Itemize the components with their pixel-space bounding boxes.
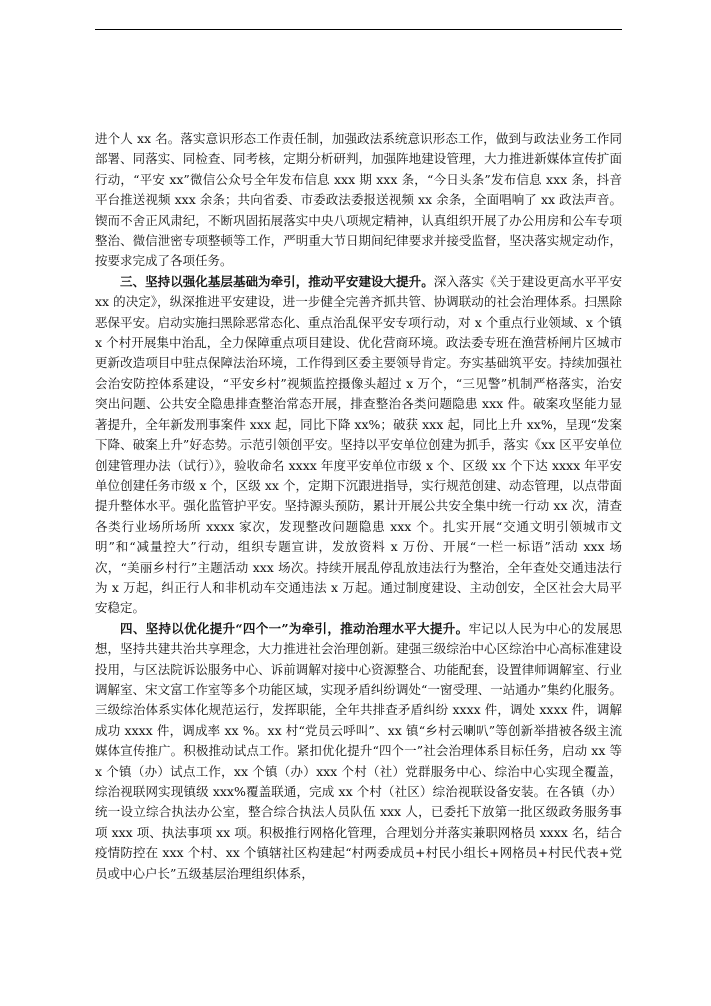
paragraph-text: 进个人 xx 名。落实意识形态工作责任制，加强政法系统意识形态工作，做到与政法业务工作同部署、同落实、同检查、同考核，定期分析研判，加强阵地建设管理，大力推进新媒体宣传扩面行动，“平安 xx”微信公众号全年发布信息 xxx 期 xxx 条，“今日头条”发布信息 xxx 条，抖音平台推送视频 xxx 余条；共向省委、市委政法委报送视频 xx 余条，全面唱响了 xx 政法声音。锲而不舍正风肃纪，不断巩固拓展落实中央八项规定精神，认真组织开展了办公用房和公车专项整治、微信泄密专项整顿等工作，严明重大节日期间纪律要求并接受监督，坚决落实规定动作，按要求完成了各项任务。: [95, 131, 622, 269]
document-body: [95, 129, 622, 884]
section-heading: 三、坚持以强化基层基础为牵引，推动平安建设大提升。: [120, 273, 434, 289]
paragraph-section-four: [95, 619, 622, 884]
section-heading: 四、坚持以优化提升“四个一”为牵引，推动治理水平大提升。: [120, 620, 469, 636]
header-rule: [95, 29, 622, 30]
paragraph-continuation: [95, 129, 622, 272]
paragraph-text: 深入落实《关于建设更高水平平安 xx 的决定》，纵深推进平安建设，进一步健全完善齐抓共管、协调联动的社会治理体系。扫黑除恶保平安。启动实施扫黑除恶常态化、重点治乱保平安专项行动，对 x 个重点行业领域、x 个镇 x 个村开展集中治乱，全力保障重点项目建设、优化营商环境。政法委专班在渔营桥闸片区城市更新改造项目中驻点保障法治环境，工作得到区委主要领导肯定。夯实基础筑平安。持续加强社会治安防控体系建设，“平安乡村”视频监控摄像头超过 x 万个，“三见警”机制严格落实，治安突出问题、公共安全隐患排查整治常态开展，排查整治各类问题隐患 xxx 件。破案攻坚能力显著提升，全年新发刑事案件 xxx 起，同比下降 xx%；破获 xxx 起，同比上升 xx%，呈现“发案下降、破案上升”好态势。示范引领创平安。坚持以平安单位创建为抓手，落实《xx 区平安单位创建管理办法（试行）》，验收命名 xxxx 年度平安单位市级 x 个、区级 xx 个下达 xxxx 年平安单位创建任务市级 x 个，区级 xx 个，定期下沉跟进指导，实行规范创建、动态管理，以点带面提升整体水平。强化监管护平安。坚持源头预防，累计开展公共安全集中统一行动 xx 次，清查各类行业场所场所 xxxx 家次，发现整改问题隐患 xxx 个。扎实开展“交通文明引领城市文明”和“减量控大”行动，组织专题宣讲，发放资料 x 万份、开展“一栏一标语”活动 xxx 场次，“美丽乡村行”主题活动 xxx 场次。持续开展乱停乱放违法行为整治，全年查处交通违法行为 x 万起，纠正行人和非机动车交通违法 x 万起。通过制度建设、主动创安，全区社会大局平安稳定。: [95, 273, 622, 616]
paragraph-text: 牢记以人民为中心的发展思想，坚持共建共治共享理念，大力推进社会治理创新。建强三级综治中心区综治中心高标准建设投用，与区法院诉讼服务中心、诉前调解对接中心资源整合、功能配套，设置律师调解室、行业调解室、宋文富工作室等多个功能区域，实现矛盾纠纷调处“一窗受理、一站通办”集约化服务。三级综治体系实体化规范运行，发挥职能，全年共排查矛盾纠纷 xxxx 件，调处 xxxx 件，调解成功 xxxx 件，调成率 xx %。xx 村“党员云呼叫”、xx 镇“乡村云喇叭”等创新举措被各级主流媒体宣传推广。积极推动试点工作。紧扣优化提升“四个一”社会治理体系目标任务，启动 xx 等 x 个镇（办）试点工作，xx 个镇（办）xxx 个村（社）党群服务中心、综治中心实现全覆盖，综治视联网实现镇级 xxx%覆盖联通，完成 xx 个村（社区）综治视联设备安装。在各镇（办）统一设立综合执法办公室，整合综合执法人员队伍 xxx 人，已委托下放第一批区级政务服务事项 xxx 项、执法事项 xx 项。积极推行网格化管理，合理划分并落实兼职网格员 xxxx 名，结合疫情防控在 xxx 个村、xx 个镇辖社区构建起“村两委成员+村民小组长+网格员+村民代表+党员或中心户长”五级基层治理组织体系，: [95, 620, 622, 881]
paragraph-section-three: [95, 272, 622, 619]
